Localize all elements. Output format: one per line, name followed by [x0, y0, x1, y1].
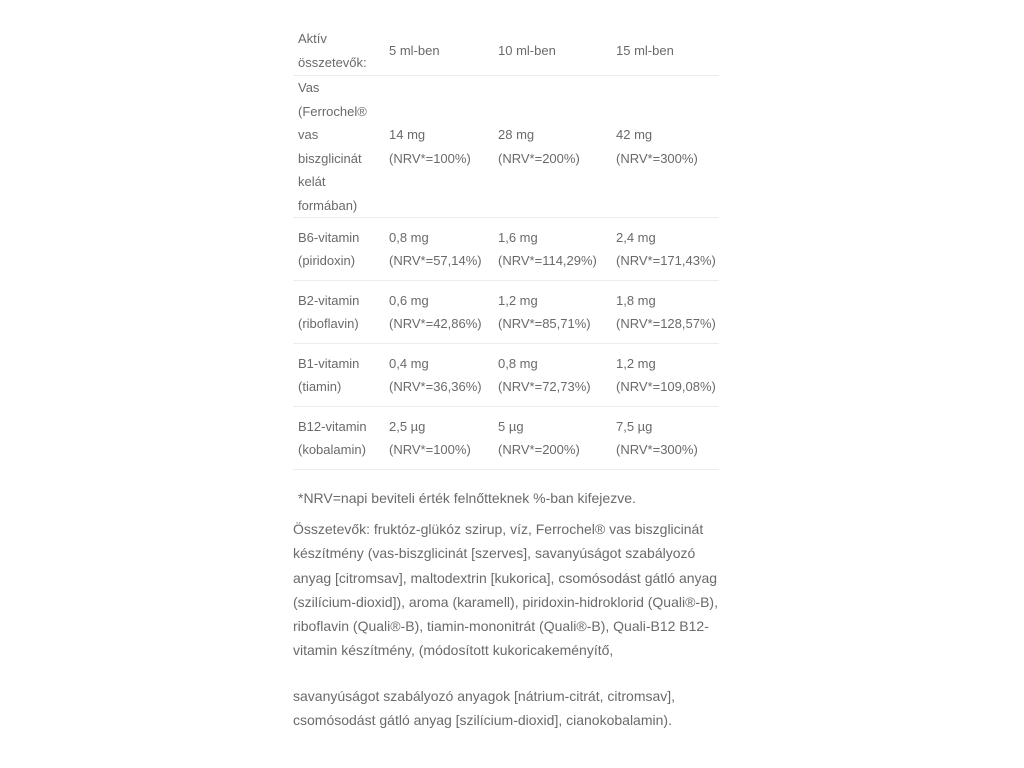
product-details — [293, 26, 725, 732]
amount: 0,6 mg — [389, 292, 429, 308]
header-10ml: 10 ml-ben — [493, 26, 611, 76]
table-row — [293, 76, 719, 218]
value-10ml — [493, 281, 611, 344]
nrv: (NRV*=128,57%) — [616, 316, 716, 331]
nrv: (NRV*=100%) — [389, 150, 471, 166]
table-row — [293, 344, 719, 407]
table-row — [293, 407, 719, 470]
nrv: (NRV*=114,29%) — [498, 253, 597, 268]
table-row — [293, 218, 719, 281]
nrv: (NRV*=171,43%) — [616, 253, 716, 268]
value-15ml — [611, 344, 719, 407]
amount: 0,4 mg — [389, 355, 429, 371]
value-15ml — [611, 407, 719, 470]
value-5ml — [384, 76, 493, 218]
value-15ml — [611, 218, 719, 281]
ingredients-text: Összetevők: fruktóz-glükóz szirup, víz, Ferrochel® vas biszglicinát készítmény (vas-biszglicinát [szerves], savanyúságot szabályozó anyag [citromsav], maltodextrin [kukorica], csomósodást gátló anyag (szilícium-dioxid]), aroma (karamell), piridoxin-hidroklorid (Quali®-B), riboflavin (Quali®-B), tiamin-mononitrát (Quali®-B), Quali-B12 B12-vitamin készítmény, (módosított kukoricakeményítő, — [293, 521, 718, 659]
amount: 1,2 mg — [498, 292, 538, 308]
value-15ml — [611, 76, 719, 218]
value-5ml — [384, 344, 493, 407]
amount: 1,8 mg — [616, 292, 656, 308]
nutrition-table — [293, 26, 719, 470]
amount: 5 µg — [498, 418, 524, 434]
ingredient-name: B1-vitamin (tiamin) — [293, 344, 384, 407]
nrv: (NRV*=100%) — [389, 442, 471, 457]
header-15ml: 15 ml-ben — [611, 26, 719, 76]
value-15ml — [611, 281, 719, 344]
table-header-row — [293, 26, 719, 76]
nrv: (NRV*=200%) — [498, 150, 580, 166]
value-10ml — [493, 407, 611, 470]
value-5ml — [384, 407, 493, 470]
amount: 28 mg — [498, 127, 535, 142]
table-row — [293, 281, 719, 344]
value-10ml — [493, 218, 611, 281]
ingredient-name: B6-vitamin (piridoxin) — [293, 218, 384, 281]
ingredient-name: Vas (Ferrochel® vas biszglicinát kelát formában) — [293, 76, 384, 218]
nrv: (NRV*=57,14%) — [389, 253, 482, 268]
amount: 14 mg — [389, 127, 426, 142]
amount: 1,6 mg — [498, 229, 538, 245]
nrv: (NRV*=85,71%) — [498, 316, 591, 331]
value-10ml — [493, 76, 611, 218]
nrv: (NRV*=72,73%) — [498, 379, 591, 394]
ingredient-name: B12-vitamin (kobalamin) — [293, 407, 384, 470]
ingredient-name: B2-vitamin (riboflavin) — [293, 281, 384, 344]
amount: 7,5 µg — [616, 418, 653, 434]
nrv: (NRV*=300%) — [616, 150, 698, 166]
ingredients-text-continued: savanyúságot szabályozó anyagok [nátrium-citrát, citromsav], csomósodást gátló anyag [szilícium-dioxid], cianokobalamin). — [293, 687, 676, 729]
nrv-footnote: *NRV=napi beviteli érték felnőtteknek %-ban kifejezve. — [298, 490, 636, 506]
amount: 2,4 mg — [616, 229, 656, 245]
nrv: (NRV*=200%) — [498, 442, 580, 457]
nrv: (NRV*=36,36%) — [389, 379, 482, 394]
header-5ml: 5 ml-ben — [384, 26, 493, 76]
nrv: (NRV*=300%) — [616, 442, 698, 457]
value-5ml — [384, 281, 493, 344]
value-5ml — [384, 218, 493, 281]
amount: 0,8 mg — [389, 229, 429, 245]
amount: 0,8 mg — [498, 355, 538, 371]
amount: 2,5 µg — [389, 418, 426, 434]
nrv: (NRV*=42,86%) — [389, 316, 482, 331]
amount: 42 mg — [616, 127, 653, 142]
nrv: (NRV*=109,08%) — [616, 379, 716, 394]
value-10ml — [493, 344, 611, 407]
header-active-ingredients: Aktív összetevők: — [293, 26, 384, 76]
amount: 1,2 mg — [616, 355, 656, 371]
